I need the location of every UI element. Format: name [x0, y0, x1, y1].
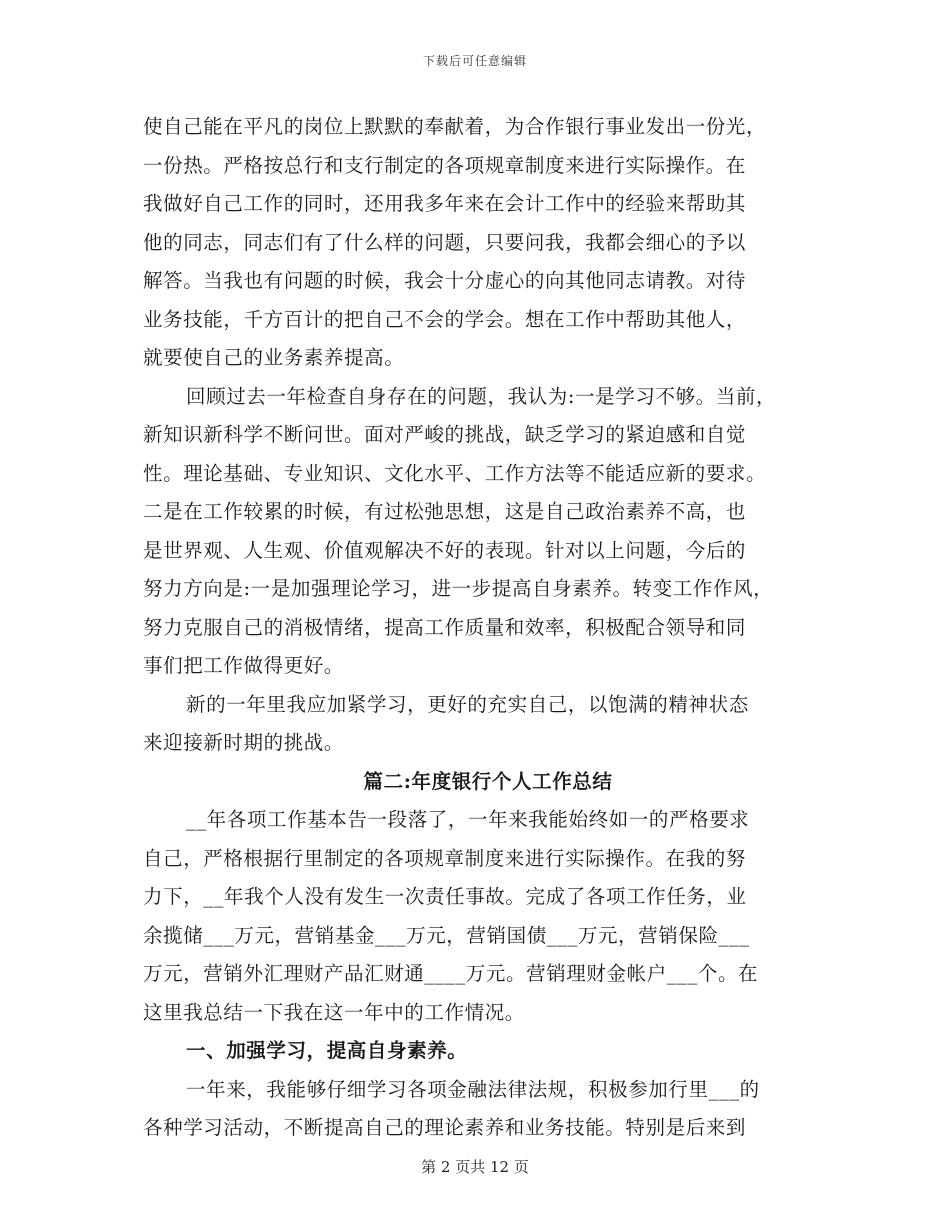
text-line-11: 二是在工作较累的时候，有过松弛思想，这是自己政治素养不高，也 — [143, 500, 747, 523]
text-line-2: 一份热。严格按总行和支行制定的各项规章制度来进行实际操作。在 — [143, 153, 747, 177]
text-line-8: 回顾过去一年检查自身存在的问题，我认为:一是学习不够。当前， — [186, 384, 777, 408]
text-line-15: 事们把工作做得更好。 — [143, 654, 345, 677]
text-line-26: 一年来，我能够仔细学习各项金融法律法规，积极参加行里___的 — [186, 1077, 760, 1101]
text-line-16: 新的一年里我应加紧学习，更好的充实自己，以饱满的精神状态 — [186, 692, 749, 716]
text-line-10: 性。理论基础、专业知识、文化水平、工作方法等不能适应新的要求。 — [143, 461, 767, 485]
text-line-13: 努力方向是:一是加强理论学习，进一步提高自身素养。转变工作作风， — [143, 577, 774, 600]
section-title: 篇二:年度银行个人工作总结 — [363, 769, 613, 793]
text-line-21: 力下，__年我个人没有发生一次责任事故。完成了各项工作任务，业 — [143, 885, 747, 908]
text-line-24: 这里我总结一下我在这一年中的工作情况。 — [143, 1000, 525, 1024]
download-note: 下载后可任意编辑 — [422, 54, 527, 68]
text-line-1: 使自己能在平凡的岗位上默默的奉献着，为合作银行事业发出一份光， — [143, 115, 767, 138]
text-line-14: 努力克服自己的消极情绪，提高工作质量和效率，积极配合领导和同 — [143, 615, 747, 639]
subsection-heading: 一、加强学习，提高自身素养。 — [186, 1039, 468, 1062]
text-line-19: __年各项工作基本告一段落了，一年来我能始终如一的严格要求 — [186, 808, 750, 831]
text-line-7: 就要使自己的业务素养提高。 — [143, 346, 405, 369]
text-line-6: 业务技能，千方百计的把自己不会的学会。想在工作中帮助其他人， — [143, 307, 747, 331]
text-line-27: 各种学习活动，不断提高自己的理论素养和业务技能。特别是后来到 — [143, 1116, 747, 1139]
document-body — [143, 108, 813, 1148]
text-line-3: 我做好自己工作的同时，还用我多年来在会计工作中的经验来帮助其 — [143, 192, 747, 215]
text-line-4: 他的同志，同志们有了什么样的问题，只要问我，我都会细心的予以 — [143, 230, 747, 254]
page-number: 第 2 页共 12 页 — [421, 1158, 529, 1176]
text-line-9: 新知识新科学不断问世。面对严峻的挑战，缺乏学习的紧迫感和自觉 — [143, 423, 747, 446]
text-line-23: 万元，营销外汇理财产品汇财通____万元。营销理财金帐户___个。在 — [143, 962, 759, 985]
text-line-20: 自己，严格根据行里制定的各项规章制度来进行实际操作。在我的努 — [143, 846, 747, 870]
text-line-5: 解答。当我也有问题的时候，我会十分虚心的向其他同志请教。对待 — [143, 269, 747, 292]
text-line-12: 是世界观、人生观、价值观解决不好的表现。针对以上问题，今后的 — [143, 538, 747, 562]
text-line-22: 余揽储___万元，营销基金___万元，营销国债___万元，营销保险___ — [143, 923, 750, 947]
text-line-17: 来迎接新时期的挑战。 — [143, 731, 345, 754]
